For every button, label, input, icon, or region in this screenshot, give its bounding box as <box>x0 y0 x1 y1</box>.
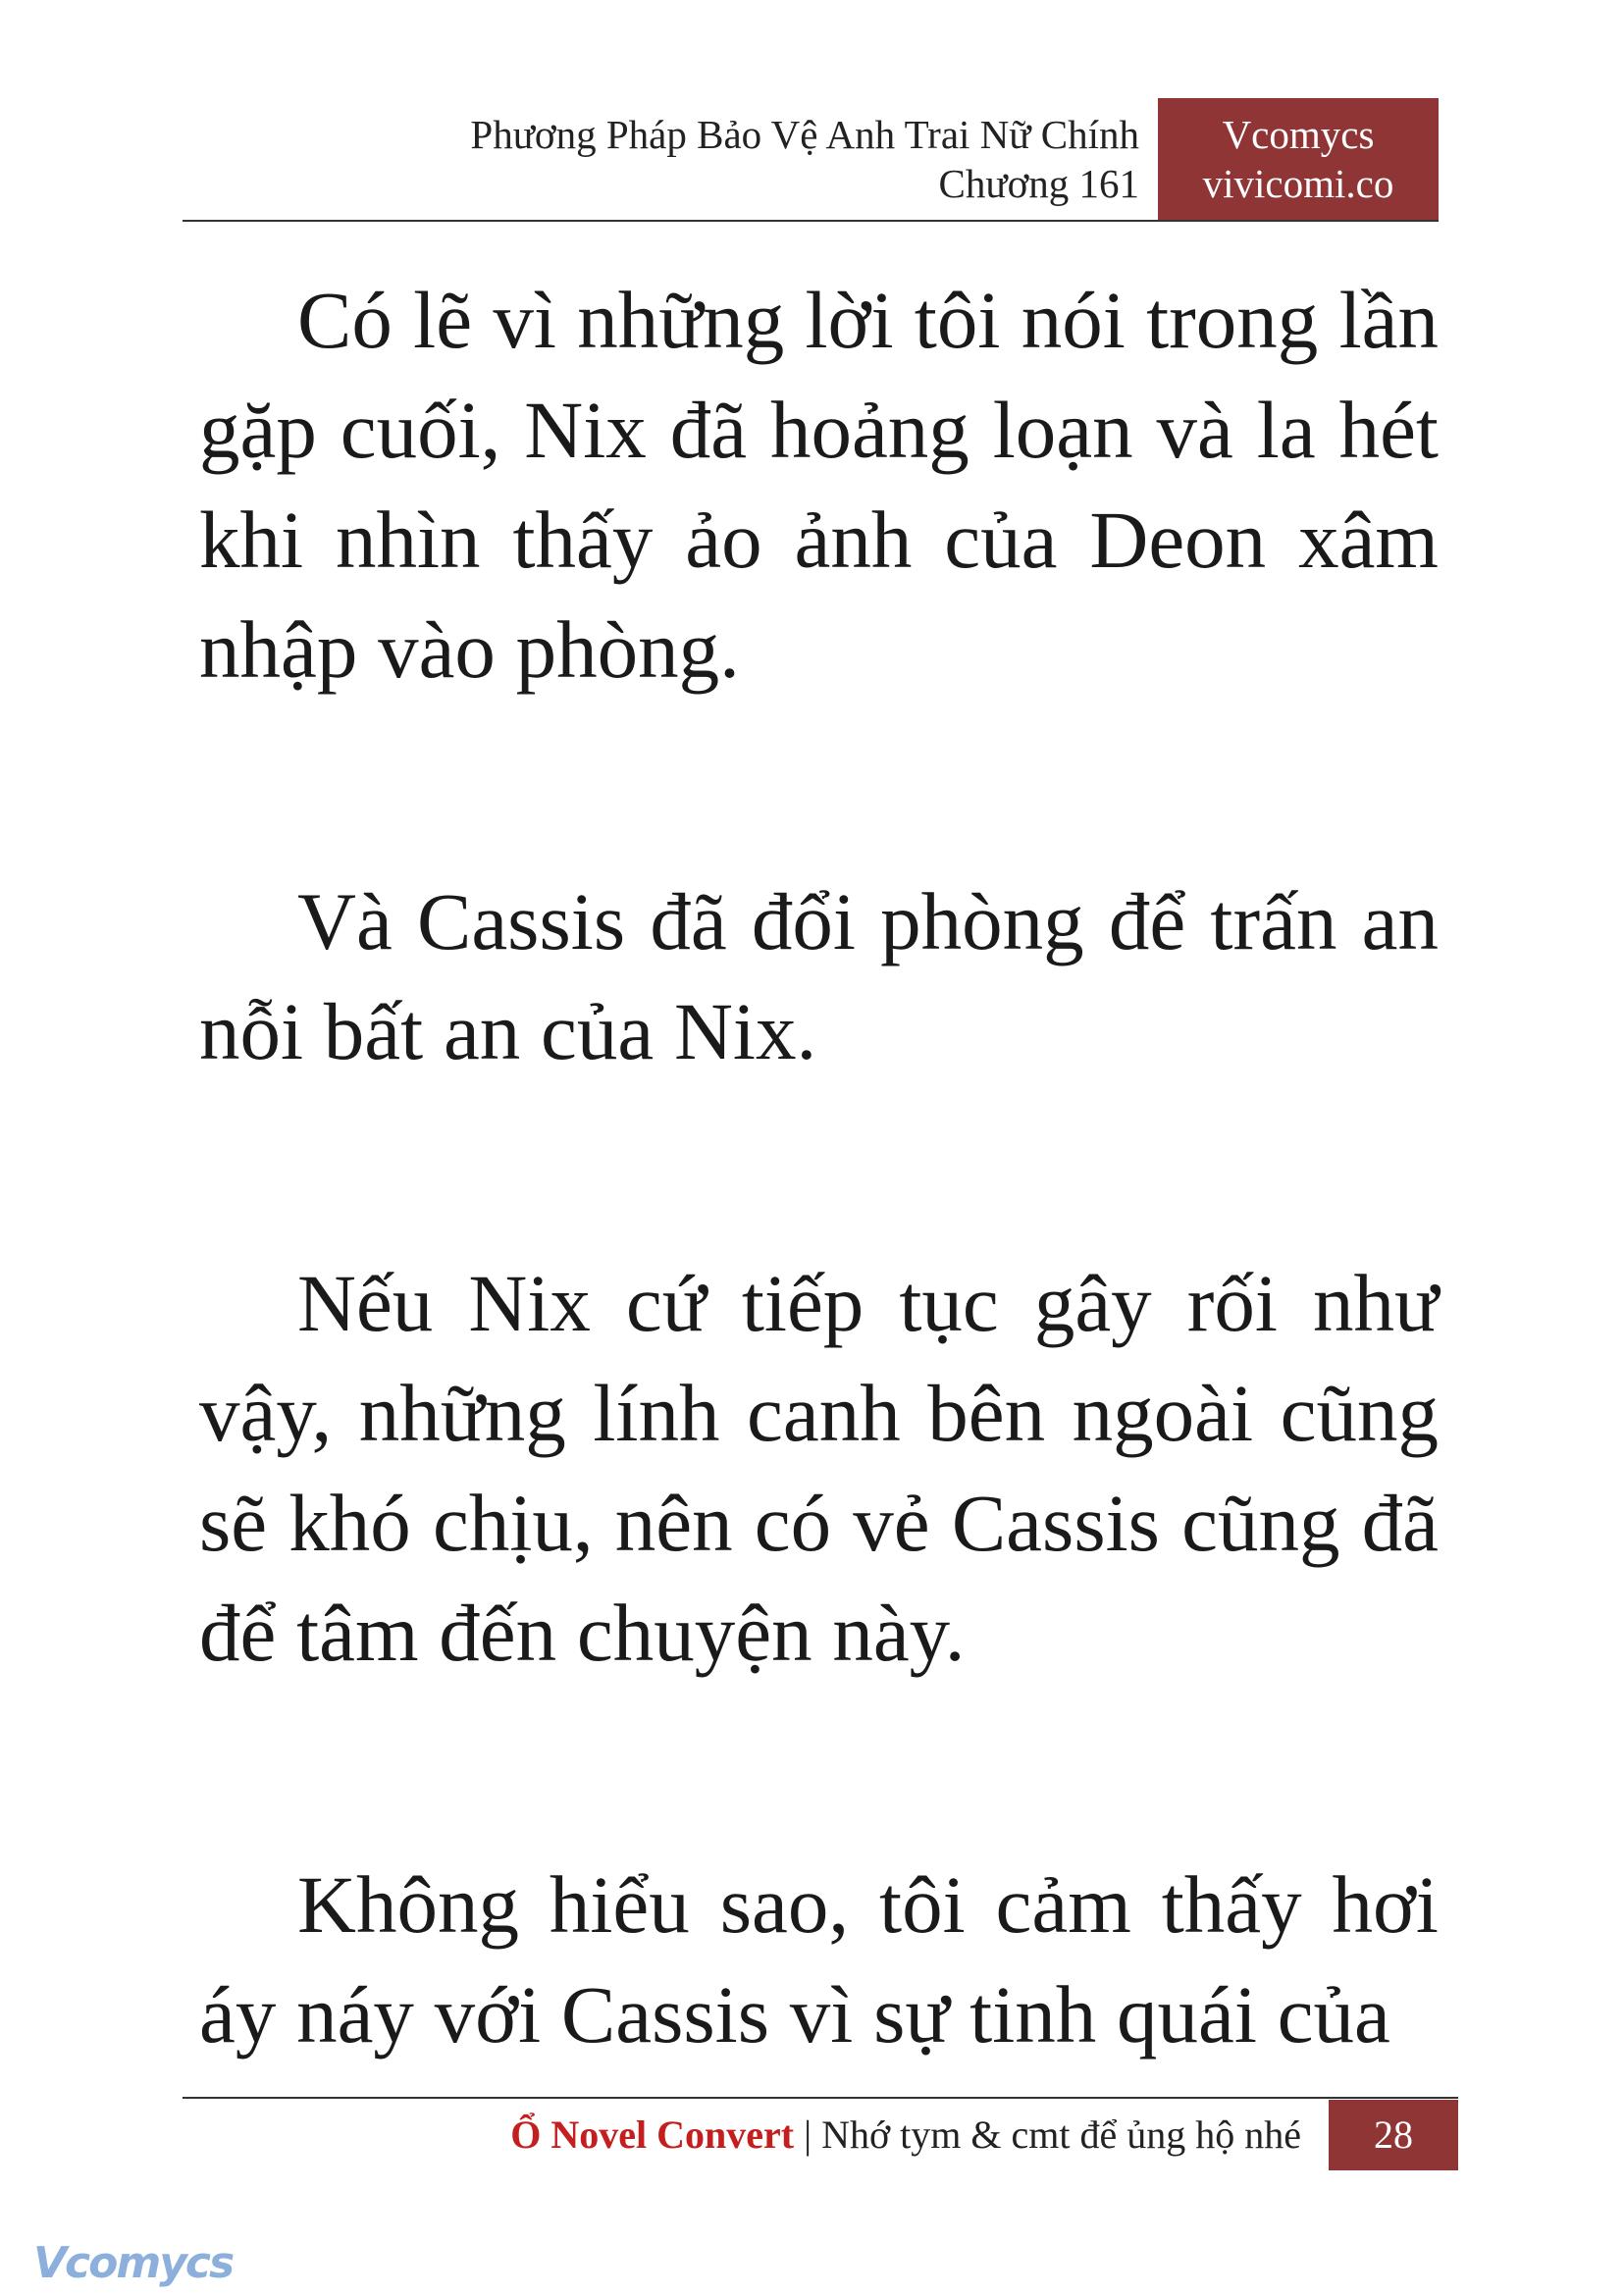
vcomycs-logo-icon <box>29 2232 255 2291</box>
paragraph-4: Không hiểu sao, tôi cảm thấy hơi áy náy với Cassis vì sự tinh quái của <box>199 1859 1439 2060</box>
brand-box <box>1158 98 1439 222</box>
page-number: 28 <box>1329 2100 1458 2170</box>
header-divider <box>183 220 1439 222</box>
footer-separator: | <box>804 2112 812 2157</box>
header-title-block <box>470 110 1139 208</box>
page-footer <box>183 2100 1458 2170</box>
book-title: Phương Pháp Bảo Vệ Anh Trai Nữ Chính <box>470 112 1139 157</box>
footer-divider <box>183 2097 1458 2099</box>
svg-text:Vcomycs: Vcomycs <box>33 2238 234 2288</box>
footer-message: Nhớ tym & cmt để ủng hộ nhé <box>821 2112 1301 2157</box>
paragraph-3: Nếu Nix cứ tiếp tục gây rối như vậy, những lính canh bên ngoài cũng sẽ khó chịu, nên có vẻ Cassis cũng đã để tâm đến chuyện này. <box>199 1258 1439 1678</box>
paragraph-2: Và Cassis đã đổi phòng để trấn an nỗi bất an của Nix. <box>199 876 1439 1076</box>
brand-name: Vcomycs <box>1222 112 1375 157</box>
footer-brand: Ổ Novel Convert <box>510 2112 795 2157</box>
chapter-label: Chương 161 <box>938 161 1139 206</box>
page-header <box>183 98 1439 222</box>
chapter-content <box>199 265 1439 2069</box>
brand-site: vivicomi.co <box>1202 161 1394 206</box>
footer-text <box>510 2110 1301 2161</box>
paragraph-1: Có lẽ vì những lời tôi nói trong lần gặp cuối, Nix đã hoảng loạn và la hét khi nhìn thấy ảo ảnh của Deon xâm nhập vào phòng. <box>199 275 1439 695</box>
